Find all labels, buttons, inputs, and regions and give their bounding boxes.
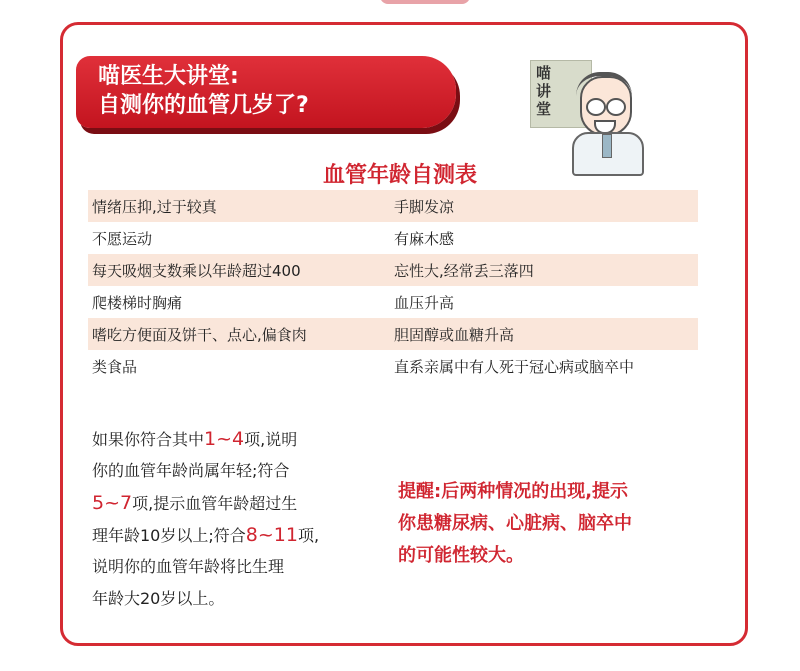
table-title: 血管年龄自测表 — [322, 163, 477, 188]
top-decoration — [380, 0, 470, 4]
mascot-tie — [602, 134, 612, 158]
table-cell-left: 爬楼梯时胸痛 — [92, 293, 183, 312]
summary-highlight: 8~11 — [245, 524, 298, 546]
table-row — [88, 222, 698, 254]
summary-text: 项,提示血管年龄超过生 — [132, 494, 298, 513]
summary-line: 你的血管年龄尚属年轻;符合 — [92, 461, 290, 480]
mascot-char-2: 讲 — [536, 82, 552, 100]
table-row — [88, 350, 698, 382]
mascot-glasses-right — [606, 98, 626, 116]
summary-text: 如果你符合其中 — [92, 430, 205, 449]
table-cell-right: 有麻木感 — [394, 229, 455, 248]
table-cell-left: 不愿运动 — [92, 229, 153, 248]
table-cell-left: 每天吸烟支数乘以年龄超过400 — [92, 261, 301, 280]
mascot-char-3: 堂 — [536, 100, 552, 118]
self-test-table — [88, 190, 698, 382]
summary-text: 理年龄10岁以上;符合 — [92, 526, 246, 545]
summary-line: 年龄大20岁以上。 — [92, 589, 225, 608]
table-row — [88, 190, 698, 222]
mascot-char-1: 喵 — [536, 64, 552, 82]
table-row — [88, 318, 698, 350]
table-cell-left: 类食品 — [92, 357, 138, 376]
table-cell-right: 忘性大,经常丢三落四 — [394, 261, 534, 280]
reminder-line: 提醒:后两种情况的出现,提示 — [398, 481, 629, 502]
summary-line — [92, 487, 392, 519]
title-banner — [76, 56, 456, 128]
reminder-line: 你患糖尿病、心脏病、脑卒中 — [398, 513, 632, 534]
banner-title-line1: 喵医生大讲堂: — [98, 64, 239, 89]
table-cell-right: 血压升高 — [394, 293, 455, 312]
summary-line: 说明你的血管年龄将比生理 — [92, 557, 285, 576]
doctor-mascot-illustration — [526, 54, 646, 172]
reminder-note — [398, 476, 698, 572]
scoring-summary — [92, 423, 392, 615]
table-cell-right: 手脚发凉 — [394, 197, 455, 216]
table-cell-left: 情绪压抑,过于较真 — [92, 197, 217, 216]
reminder-line: 的可能性较大。 — [398, 545, 524, 566]
table-cell-right: 胆固醇或血糖升高 — [394, 325, 515, 344]
summary-highlight: 5~7 — [92, 492, 133, 514]
mascot-glasses-left — [586, 98, 606, 116]
banner-title-line2: 自测你的血管几岁了? — [98, 93, 309, 118]
table-row — [88, 286, 698, 318]
summary-highlight: 1~4 — [204, 428, 245, 450]
summary-line — [92, 423, 392, 455]
summary-line — [92, 519, 392, 551]
table-cell-right: 直系亲属中有人死于冠心病或脑卒中 — [394, 357, 635, 376]
table-cell-left: 嗜吃方便面及饼干、点心,偏食肉 — [92, 325, 307, 344]
summary-text: 项,说明 — [244, 430, 298, 449]
summary-text: 项, — [297, 526, 320, 545]
table-row — [88, 254, 698, 286]
